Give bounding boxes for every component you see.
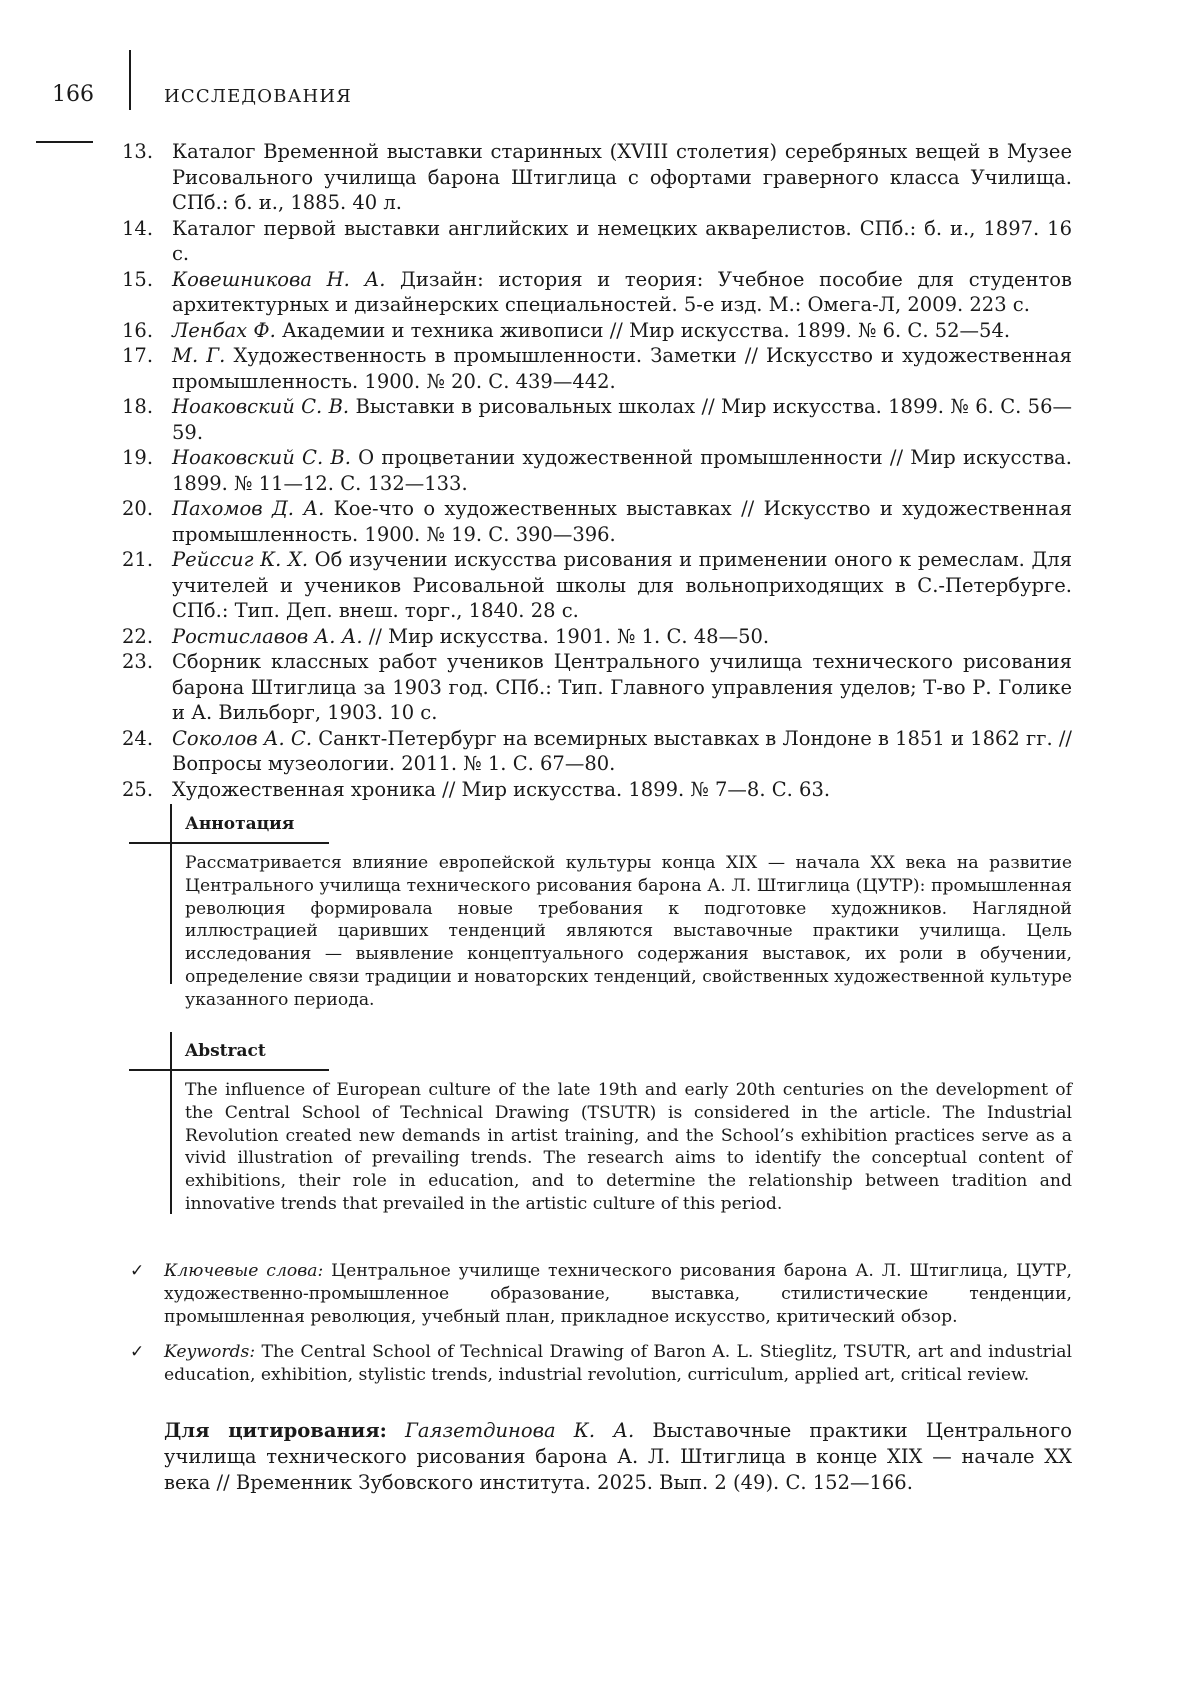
reference-item bbox=[122, 139, 1072, 216]
reference-text: Каталог Временной выставки старинных (XVIII столетия) серебряных вещей в Музее Рисовального училища барона Штиглица с офортами граверного класса Училища. СПб.: б. и., 1885. 40 л. bbox=[172, 140, 1072, 214]
reference-number: 23. bbox=[122, 650, 154, 673]
reference-item bbox=[122, 649, 1072, 726]
citation-label: Для цитирования: bbox=[164, 1419, 387, 1442]
keywords-en-label: Keywords: bbox=[164, 1342, 256, 1362]
abstract-title: Abstract bbox=[185, 1041, 266, 1061]
header-divider-vertical bbox=[129, 50, 131, 110]
keywords-ru-label: Ключевые слова: bbox=[164, 1261, 324, 1281]
reference-item bbox=[122, 394, 1072, 445]
keywords-ru bbox=[130, 1260, 1072, 1328]
reference-author: Пахомов Д. А. bbox=[172, 497, 325, 520]
citation-author: Гаязетдинова К. А. bbox=[405, 1419, 635, 1442]
citation-text: Выставочные практики Центрального училища технического рисования барона А. Л. Штиглица в конце XIX — начале XX века // Временник Зубовского института. 2025. Вып. 2 (49). С. 152—166. bbox=[164, 1419, 1072, 1494]
reference-text: Художественность в промышленности. Заметки // Искусство и художественная промышленность. 1900. № 20. С. 439—442. bbox=[172, 344, 1072, 393]
reference-item bbox=[122, 547, 1072, 624]
check-icon: ✓ bbox=[130, 1342, 145, 1362]
reference-text: Сборник классных работ учеников Центрального училища технического рисования барона Штиглица за 1903 год. СПб.: Тип. Главного управления уделов; Т-во Р. Голике и А. Вильборг, 1903. 10 с. bbox=[172, 650, 1072, 724]
reference-text: Санкт-Петербург на всемирных выставках в Лондоне в 1851 и 1862 гг. // Вопросы музеологии. 2011. № 1. С. 67—80. bbox=[172, 726, 1072, 775]
reference-item bbox=[122, 216, 1072, 267]
reference-item bbox=[122, 343, 1072, 394]
reference-author: Ленбах Ф. bbox=[172, 318, 276, 342]
page-number: 166 bbox=[52, 82, 94, 107]
reference-text: // Мир искусства. 1901. № 1. С. 48—50. bbox=[362, 624, 770, 648]
reference-list bbox=[122, 139, 1072, 802]
reference-text: Кое-что о художественных выставках // Искусство и художественная промышленность. 1900. № 19. С. 390—396. bbox=[172, 497, 1072, 546]
annotation-rule-horizontal bbox=[129, 842, 329, 844]
reference-author: Ноаковский С. В. bbox=[172, 395, 350, 418]
reference-number: 19. bbox=[122, 446, 154, 469]
annotation-title: Аннотация bbox=[185, 814, 295, 834]
reference-author: Ростиславов А. А. bbox=[172, 624, 363, 648]
citation bbox=[164, 1418, 1072, 1496]
abstract-rule-vertical bbox=[170, 1032, 172, 1214]
reference-item bbox=[122, 726, 1072, 777]
abstract-rule-horizontal bbox=[129, 1069, 329, 1071]
reference-text: Выставки в рисовальных школах // Мир искусства. 1899. № 6. С. 56—59. bbox=[172, 395, 1072, 444]
reference-item bbox=[122, 777, 1072, 803]
reference-number: 14. bbox=[122, 216, 154, 240]
reference-item bbox=[122, 267, 1072, 318]
reference-text: Академии и техника живописи // Мир искусства. 1899. № 6. С. 52—54. bbox=[275, 318, 1011, 342]
annotation-text: Рассматривается влияние европейской культуры конца XIX — начала XX века на развитие Центрального училища технического рисования барона А. Л. Штиглица (ЦУТР): промышленная революция формировала новые требования к подготовке художников. Наглядной иллюстрацией царивших тенденций являются выставочные практики училища. Цель исследования — выявление концептуального содержания выставок, их роли в обучении, определение связи традиции и новаторских тенденций, свойственных художественной культуре указанного периода. bbox=[185, 853, 1072, 1010]
reference-number: 21. bbox=[122, 548, 154, 571]
reference-number: 17. bbox=[122, 344, 154, 367]
keywords-en bbox=[130, 1341, 1072, 1387]
reference-author: М. Г. bbox=[172, 344, 226, 367]
reference-author: Рейссиг К. Х. bbox=[172, 548, 309, 571]
reference-text: О процветании художественной промышленности // Мир искусства. 1899. № 11—12. С. 132—133. bbox=[172, 446, 1072, 495]
reference-number: 22. bbox=[122, 624, 154, 648]
reference-text: Об изучении искусства рисования и применении оного к ремеслам. Для учителей и учеников Рисовальной школы для вольноприходящих в С.-Петербурге. СПб.: Тип. Деп. внеш. торг., 1840. 28 с. bbox=[172, 548, 1073, 622]
reference-number: 24. bbox=[122, 726, 154, 750]
reference-text: Художественная хроника // Мир искусства. 1899. № 7—8. С. 63. bbox=[172, 777, 831, 801]
reference-item bbox=[122, 318, 1072, 344]
reference-number: 13. bbox=[122, 140, 154, 163]
reference-number: 16. bbox=[122, 318, 154, 342]
header-divider-horizontal bbox=[36, 141, 93, 143]
reference-author: Ноаковский С. В. bbox=[172, 446, 351, 469]
reference-number: 18. bbox=[122, 395, 154, 418]
annotation-rule-vertical bbox=[170, 804, 172, 984]
reference-number: 25. bbox=[122, 777, 154, 801]
section-title: ИССЛЕДОВАНИЯ bbox=[164, 86, 352, 107]
reference-author: Ковешникова Н. А. bbox=[172, 267, 386, 291]
reference-text: Дизайн: история и теория: Учебное пособие для студентов архитектурных и дизайнерских специальностей. 5-е изд. М.: Омега-Л, 2009. 223 с. bbox=[172, 267, 1072, 316]
reference-item bbox=[122, 624, 1072, 650]
reference-author: Соколов А. С. bbox=[172, 726, 313, 750]
reference-number: 20. bbox=[122, 497, 154, 520]
reference-item bbox=[122, 445, 1072, 496]
keywords-ru-text: Центральное училище технического рисования барона А. Л. Штиглица, ЦУТР, художественно-промышленное образование, выставка, стилистические тенденции, промышленная революция, учебный план, прикладное искусство, критический обзор. bbox=[164, 1261, 1072, 1327]
reference-number: 15. bbox=[122, 267, 154, 291]
reference-item bbox=[122, 496, 1072, 547]
check-icon: ✓ bbox=[130, 1261, 145, 1281]
reference-text: Каталог первой выставки английских и немецких акварелистов. СПб.: б. и., 1897. 16 с. bbox=[172, 216, 1072, 265]
keywords-en-text: The Central School of Technical Drawing of Baron A. L. Stieglitz, TSUTR, art and industrial education, exhibition, stylistic trends, industrial revolution, curriculum, applied art, critical review. bbox=[164, 1342, 1072, 1385]
abstract-text: The influence of European culture of the late 19th and early 20th centuries on the development of the Central School of Technical Drawing (TSUTR) is considered in the article. The Industrial Revolution created new demands in artist training, and the School’s exhibition practices serve as a vivid illustration of prevailing trends. The research aims to identify the conceptual content of exhibitions, their role in education, and to determine the relationship between tradition and innovative trends that prevailed in the artistic culture of this period. bbox=[185, 1080, 1072, 1214]
